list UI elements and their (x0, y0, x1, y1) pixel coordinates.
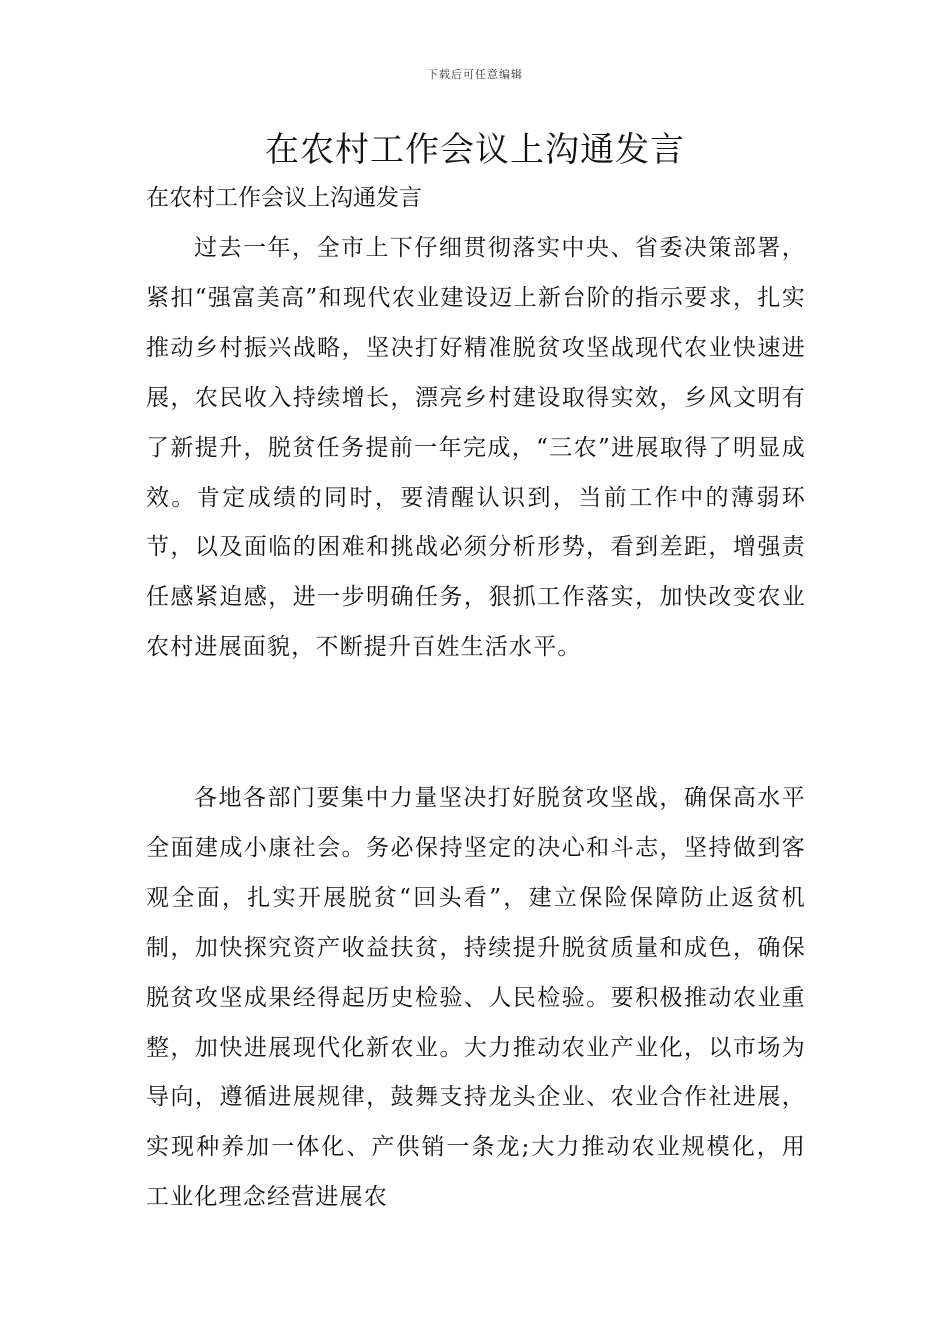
header-note: 下载后可任意编辑 (427, 68, 523, 81)
document-subtitle: 在农村工作会议上沟通发言 (146, 185, 422, 211)
document-title: 在农村工作会议上沟通发言 (265, 130, 685, 170)
paragraph: 过去一年，全市上下仔细贯彻落实中央、省委决策部署，紧扣“强富美高”和现代农业建设迈上新台阶的指示要求，扎实推动乡村振兴战略，坚决打好精准脱贫攻坚战现代农业快速进展，农民收入持续增长，漂亮乡村建设取得实效，乡风文明有了新提升，脱贫任务提前一年完成，“三农”进展取得了明显成效。肯定成绩的同时，要清醒认识到，当前工作中的薄弱环节，以及面临的困难和挑战必须分析形势，看到差距，增强责任感紧迫感，进一步明确任务，狠抓工作落实，加快改变农业农村进展面貌，不断提升百姓生活水平。 (146, 235, 806, 661)
paragraph: 各地各部门要集中力量坚决打好脱贫攻坚战，确保高水平全面建成小康社会。务必保持坚定的决心和斗志，坚持做到客观全面，扎实开展脱贫“回头看”，建立保险保障防止返贫机制，加快探究资产收益扶贫，持续提升脱贫质量和成色，确保脱贫攻坚成果经得起历史检验、人民检验。要积极推动农业重整，加快进展现代化新农业。大力推动农业产业化，以市场为导向，遵循进展规律，鼓舞支持龙头企业、农业合作社进展，实现种养加一体化、产供销一条龙;大力推动农业规模化，用工业化理念经营进展农 (146, 785, 806, 1211)
